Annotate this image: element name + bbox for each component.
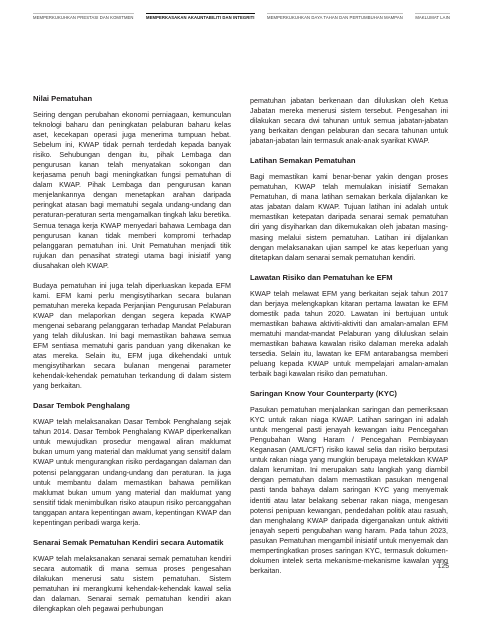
paragraph: KWAP telah melaksanakan Dasar Tembok Penghalang sejak tahun 2014. Dasar Tembok Penghalang KWAP diperkenalkan untuk mewujudkan prosedur mengawal aliran maklumat bukan umum yang material dan maklumat yang sensitif dalam KWAP untuk mengurangkan risiko perdagangan dalaman dan potensi pelanggaran undang-undang dan peraturan. Ia juga untuk membantu dalam memastikan bahawa pemilikan maklumat bukan umum yang material dan maklumat yang sensitif tidak menimbulkan risiko ataupun risiko percanggahan tanggapan antara kepentingan awam, kepentingan KWAP dan kepentingan peribadi warga kerja. — [33, 418, 231, 527]
right-column — [250, 96, 448, 586]
paragraph: pematuhan jabatan berkenaan dan diluluskan oleh Ketua Jabatan mereka menerusi sistem tersebut. Pengesahan ini dilakukan secara dwi tahunan untuk semua jabatan-jabatan yang berkaitan dengan pelaburan dan secara tahunan untuk jabatan-jabatan lain termasuk anak-anak syarikat KWAP. — [250, 97, 448, 146]
paragraph: Bagi memastikan kami benar-benar yakin dengan proses pematuhan, KWAP telah memulakan inisiatif Semakan Pematuhan, di mana latihan semakan berkala dijalankan ke atas jabatan dalam KWAP. Tujuan latihan ini adalah untuk memastikan ketepatan daripada senarai semak pematuhan diri yang disyiharkan dan dikemukakan oleh jabatan masing-masing melalui sistem pematuhan. Latihan ini dijalankan dengan melaksanakan ujian sampel ke atas keperluan yang ditetapkan dalam senarai semak pematuhan kendiri. — [250, 173, 448, 262]
nav-item-daya-tahan[interactable]: MEMPERKUKUHKAN DAYA TAHAN DAN PERTUMBUHAN MAMPAN — [267, 15, 403, 20]
nav-item-prestasi[interactable]: MEMPERKUKUHKAN PRESTASI DAN KOMITMEN — [33, 15, 134, 20]
left-column — [33, 94, 231, 624]
page-number: 125 — [437, 563, 449, 570]
paragraph: KWAP telah melaksanakan senarai semak pematuhan kendiri secara automatik di mana semua proses pengesahan dilakukan menerusi satu sistem pematuhan. Sistem pematuhan ini merangkumi kehendak-kehendak kawal selia dan dalaman. Senarai semak pematuhan kendiri akan dilengkapkan oleh pegawai perhubungan — [33, 554, 231, 614]
heading-lawatan-risiko: Lawatan Risiko dan Pematuhan ke EFM — [250, 272, 393, 282]
paragraph: Pasukan pematuhan menjalankan saringan dan pemeriksaan KYC untuk rakan niaga KWAP. Latihan saringan ini adalah untuk mengenal pasti jenayah kewangan iaitu Pencegahan Pengubahan Wang Haram / Pencegahan Pembiayaan Keganasan (AML/CFT) risiko kawal selia dan risiko berputasi untuk rakan niaga yang mungkin berupaya meletakkan KWAP dalam kerumitan. Ini merupakan satu langkah yang diambil dengan pematuhan dalam memastikan pasukan mengenal pasti tanda bahaya dalam saringan KYC yang menyemak identiti atau latar belakang sebenar rakan niaga, mengesan potensi penipuan kewangan, pendedahan politik atau rasuah, dan menghalang KWAP daripada digerganakan untuk aktiviti jenayah seperti pengubahan wang haram. Pada tahun 2023, pasukan Pematuhan mengambil inisiatif untuk menyemak dan mempertingkatkan proses saringan KYC, termasuk dokumen-dokumen intelek serta mekanisme-mekanisme kawalan yang berkaitan. — [250, 406, 448, 575]
paragraph: KWAP telah melawat EFM yang berkaitan sejak tahun 2017 dan berjaya melengkapkan kitaran pertama lawatan ke EFM domestik pada tahun 2020. Lawatan ini bertujuan untuk memastikan bahawa aktiviti-aktiviti dan amalan-amalan EFM mematuhi mandat-mandat Pelaburan yang diluluskan selain memastikan bahawa kawalan risiko dalaman mereka adalah tersedia. Selain itu, lawatan ke EFM antarabangsa memberi peluang kepada KWAP untuk mempelajari amalan-amalan terbaik bagi kawalan risiko dan pematuhan. — [250, 289, 448, 379]
heading-nilai-pematuhan: Nilai Pematuhan — [33, 94, 93, 103]
nav-item-maklumat-lain[interactable]: MAKLUMAT LAIN — [415, 15, 450, 20]
paragraph: Seiring dengan perubahan ekonomi perniagaan, kemunculan teknologi baharu dan peningkatan pelaburan baharu kelas aset, kecekapan operasi juga menerima tumpuan hebat. Sebelum ini, KWAP tidak pernah terdedah kepada banyak risiko. Sehubungan dengan itu, pihak Lembaga dan pengurusan kanan telah menyatakan sokongan dan kerjasama penuh bagi meningkatkan fungsi pematuhan di dalam KWAP. Pihak Lembaga dan pengurusan kanan menjelankannya dengan menetapkan arahan daripada peringkat atasan bagi mematuhi segala undang-undang dan peraturan-peraturan serta mengamalkan tingkah laku beretika. Semua tenaga kerja KWAP menyedari bahawa Lembaga dan pengurusan kanan tidak memberi kompromi terhadap pelanggaran pematuhan ini. Unit Pematuhan menjadi titik rujukan dan penasihat strategi utama bagi inisiatif yang diusahakan oleh KWAP. — [33, 111, 231, 270]
nav-item-akauntabiliti[interactable]: MEMPERKASAKAN AKAUNTABILITI DAN INTEGRITI — [146, 15, 255, 20]
paragraph: Budaya pematuhan ini juga telah diperluaskan kepada EFM kami. EFM kami perlu mengisytiharkan secara bulanan pematuhan mereka kepada Perjanjian Pengurusan Pelaburan KWAP dan melaporkan dengan segera kepada KWAP mengenai sebarang pelanggaran terhadap Mandat Pelaburan yang telah diluluskan. Ini bagi memastikan bahawa semua EFM sentiasa mematuhi garis panduan yang dikenakan ke atas mereka. Selain itu, EFM juga dikehendaki untuk mengisytiharkan secara bulanan mengenai parameter kehendak-kehendak pematuhan terkandung di dalam sistem yang berkaitan. — [33, 281, 231, 391]
heading-saringan-kyc: Saringan Know Your Counterparty (KYC) — [250, 389, 397, 399]
heading-senarai-semak: Senarai Semak Pematuhan Kendiri secara Automatik — [33, 537, 224, 547]
heading-dasar-tembok: Dasar Tembok Penghalang — [33, 401, 130, 411]
heading-latihan-semakan: Latihan Semakan Pematuhan — [250, 156, 356, 166]
top-navigation — [33, 13, 450, 20]
